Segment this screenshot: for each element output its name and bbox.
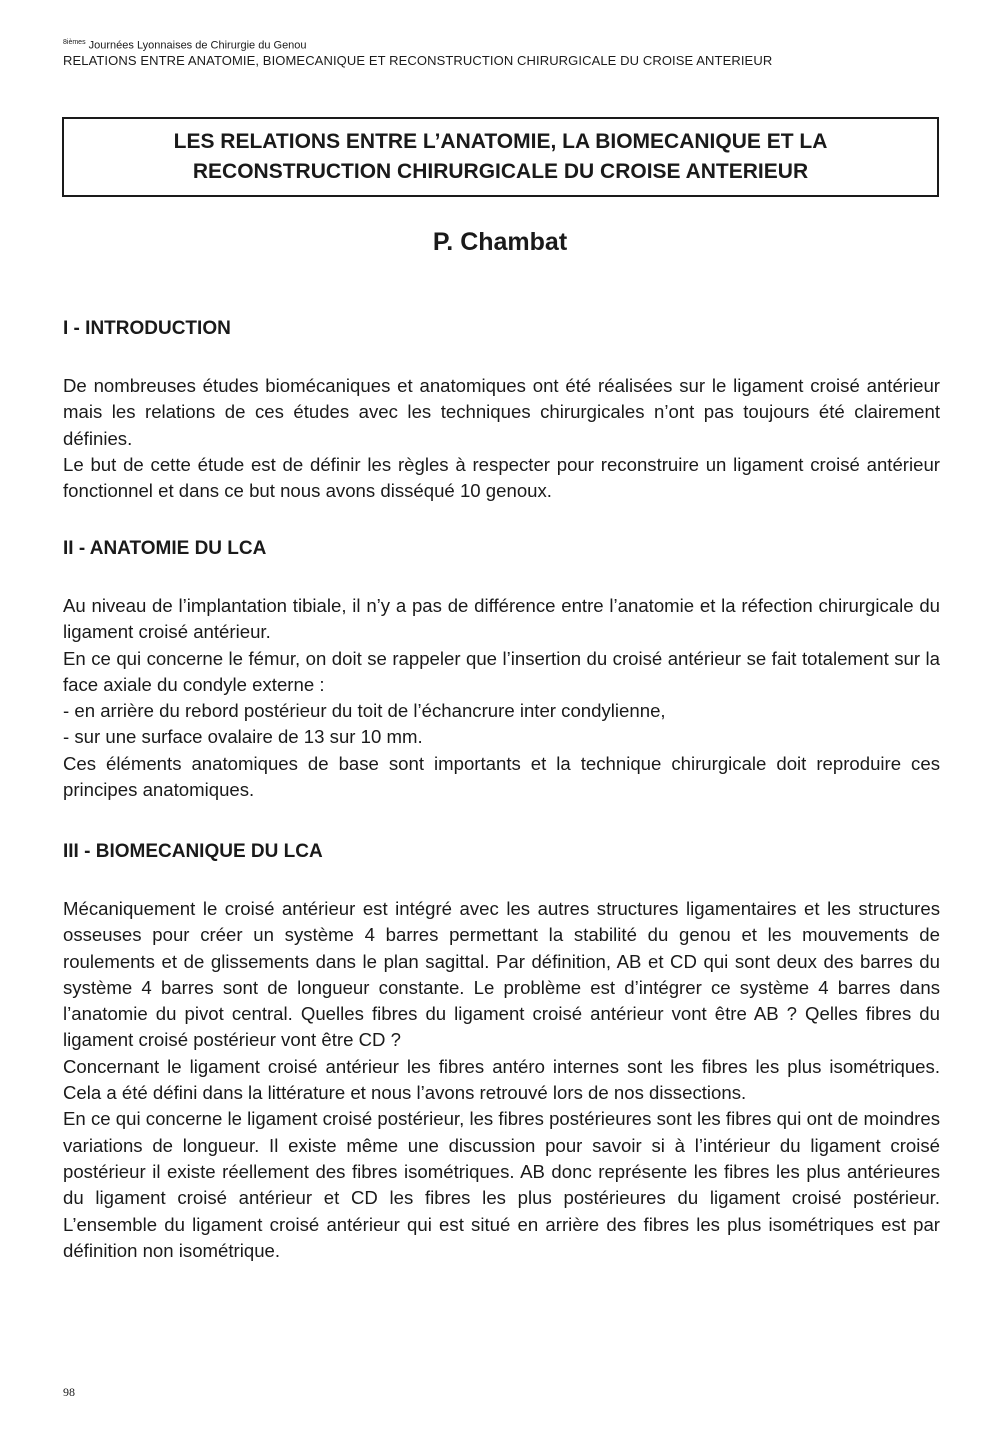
- title-line-2: RECONSTRUCTION CHIRURGICALE DU CROISE ANTERIEUR: [192, 160, 809, 183]
- running-head: [63, 36, 943, 69]
- paragraph: Concernant le ligament croisé antérieur les fibres antéro internes sont les fibres les plus isométriques. Cela a été défini dans la littérature et nous l’avons retrouvé lors de nos dissections.: [63, 1055, 940, 1104]
- paragraph: En ce qui concerne le ligament croisé postérieur, les fibres postérieures sont les fibres qui ont de moindres variations de longueur. Il existe même une discussion pour savoir si à l’intérieur du ligament croisé postérieur il existe réellement des fibres isométriques. AB donc représente les fibres les plus antérieures du ligament croisé antérieur et CD les fibres les plus postérieures du ligament croisé postérieur. L’ensemble du ligament croisé antérieur qui est situé en arrière des fibres les plus isométriques est par définition non isométrique.: [63, 1108, 940, 1261]
- paragraph: Au niveau de l’implantation tibiale, il n’y a pas de différence entre l’anatomie et la réfection chirurgicale du ligament croisé antérieur.: [63, 595, 940, 643]
- paragraph: De nombreuses études biomécaniques et anatomiques ont été réalisées sur le ligament croisé antérieur mais les relations de ces études avec les techniques chirurgicales n’ont pas toujours été clairement définies.: [63, 375, 940, 449]
- running-head-journal: [63, 36, 943, 53]
- title-box: [62, 117, 939, 197]
- section-heading-introduction: I - INTRODUCTION: [63, 318, 231, 339]
- list-item: - en arrière du rebord postérieur du toit de l’échancrure inter condylienne,: [63, 700, 666, 722]
- author: P. Chambat: [432, 228, 568, 256]
- section-body-anatomie: [63, 593, 940, 803]
- paragraph: Ces éléments anatomiques de base sont importants et la technique chirurgicale doit reproduire ces principes anatomiques.: [63, 752, 940, 801]
- running-head-article-title: RELATIONS ENTRE ANATOMIE, BIOMECANIQUE ET RECONSTRUCTION CHIRURGICALE DU CROISE ANTERIEUR: [63, 52, 773, 68]
- section-heading-anatomie: II - ANATOMIE DU LCA: [63, 538, 267, 559]
- page-number: 98: [63, 1385, 75, 1399]
- title-line-1: LES RELATIONS ENTRE L’ANATOMIE, LA BIOMECANIQUE ET LA: [173, 130, 828, 153]
- paragraph: Le but de cette étude est de définir les règles à respecter pour reconstruire un ligament croisé antérieur fonctionnel et dans ce but nous avons disséqué 10 genoux.: [63, 453, 940, 502]
- list-item: - sur une surface ovalaire de 13 sur 10 mm.: [63, 726, 423, 748]
- section-body-introduction: [63, 373, 940, 504]
- section-heading-biomecanique: III - BIOMECANIQUE DU LCA: [63, 841, 323, 862]
- running-head-ordinal: 8ièmes: [63, 39, 86, 46]
- running-head-journal-name: Journées Lyonnaises de Chirurgie du Genou: [85, 39, 307, 52]
- section-body-biomecanique: [63, 896, 940, 1264]
- paragraph: Mécaniquement le croisé antérieur est intégré avec les autres structures ligamentaires et les structures osseuses pour créer un système 4 barres permettant la stabilité du genou et les mouvements de roulements et de glissements dans le plan sagittal. Par définition, AB et CD qui sont deux des barres du système 4 barres sont de longueur constante. Le problème est d’intégrer ce système 4 barres dans l’anatomie du pivot central. Quelles fibres du ligament croisé antérieur vont être AB ? Qelles fibres du ligament croisé postérieur vont être CD ?: [63, 898, 940, 1051]
- paragraph: En ce qui concerne le fémur, on doit se rappeler que l’insertion du croisé antérieur se fait totalement sur la face axiale du condyle externe :: [63, 647, 940, 695]
